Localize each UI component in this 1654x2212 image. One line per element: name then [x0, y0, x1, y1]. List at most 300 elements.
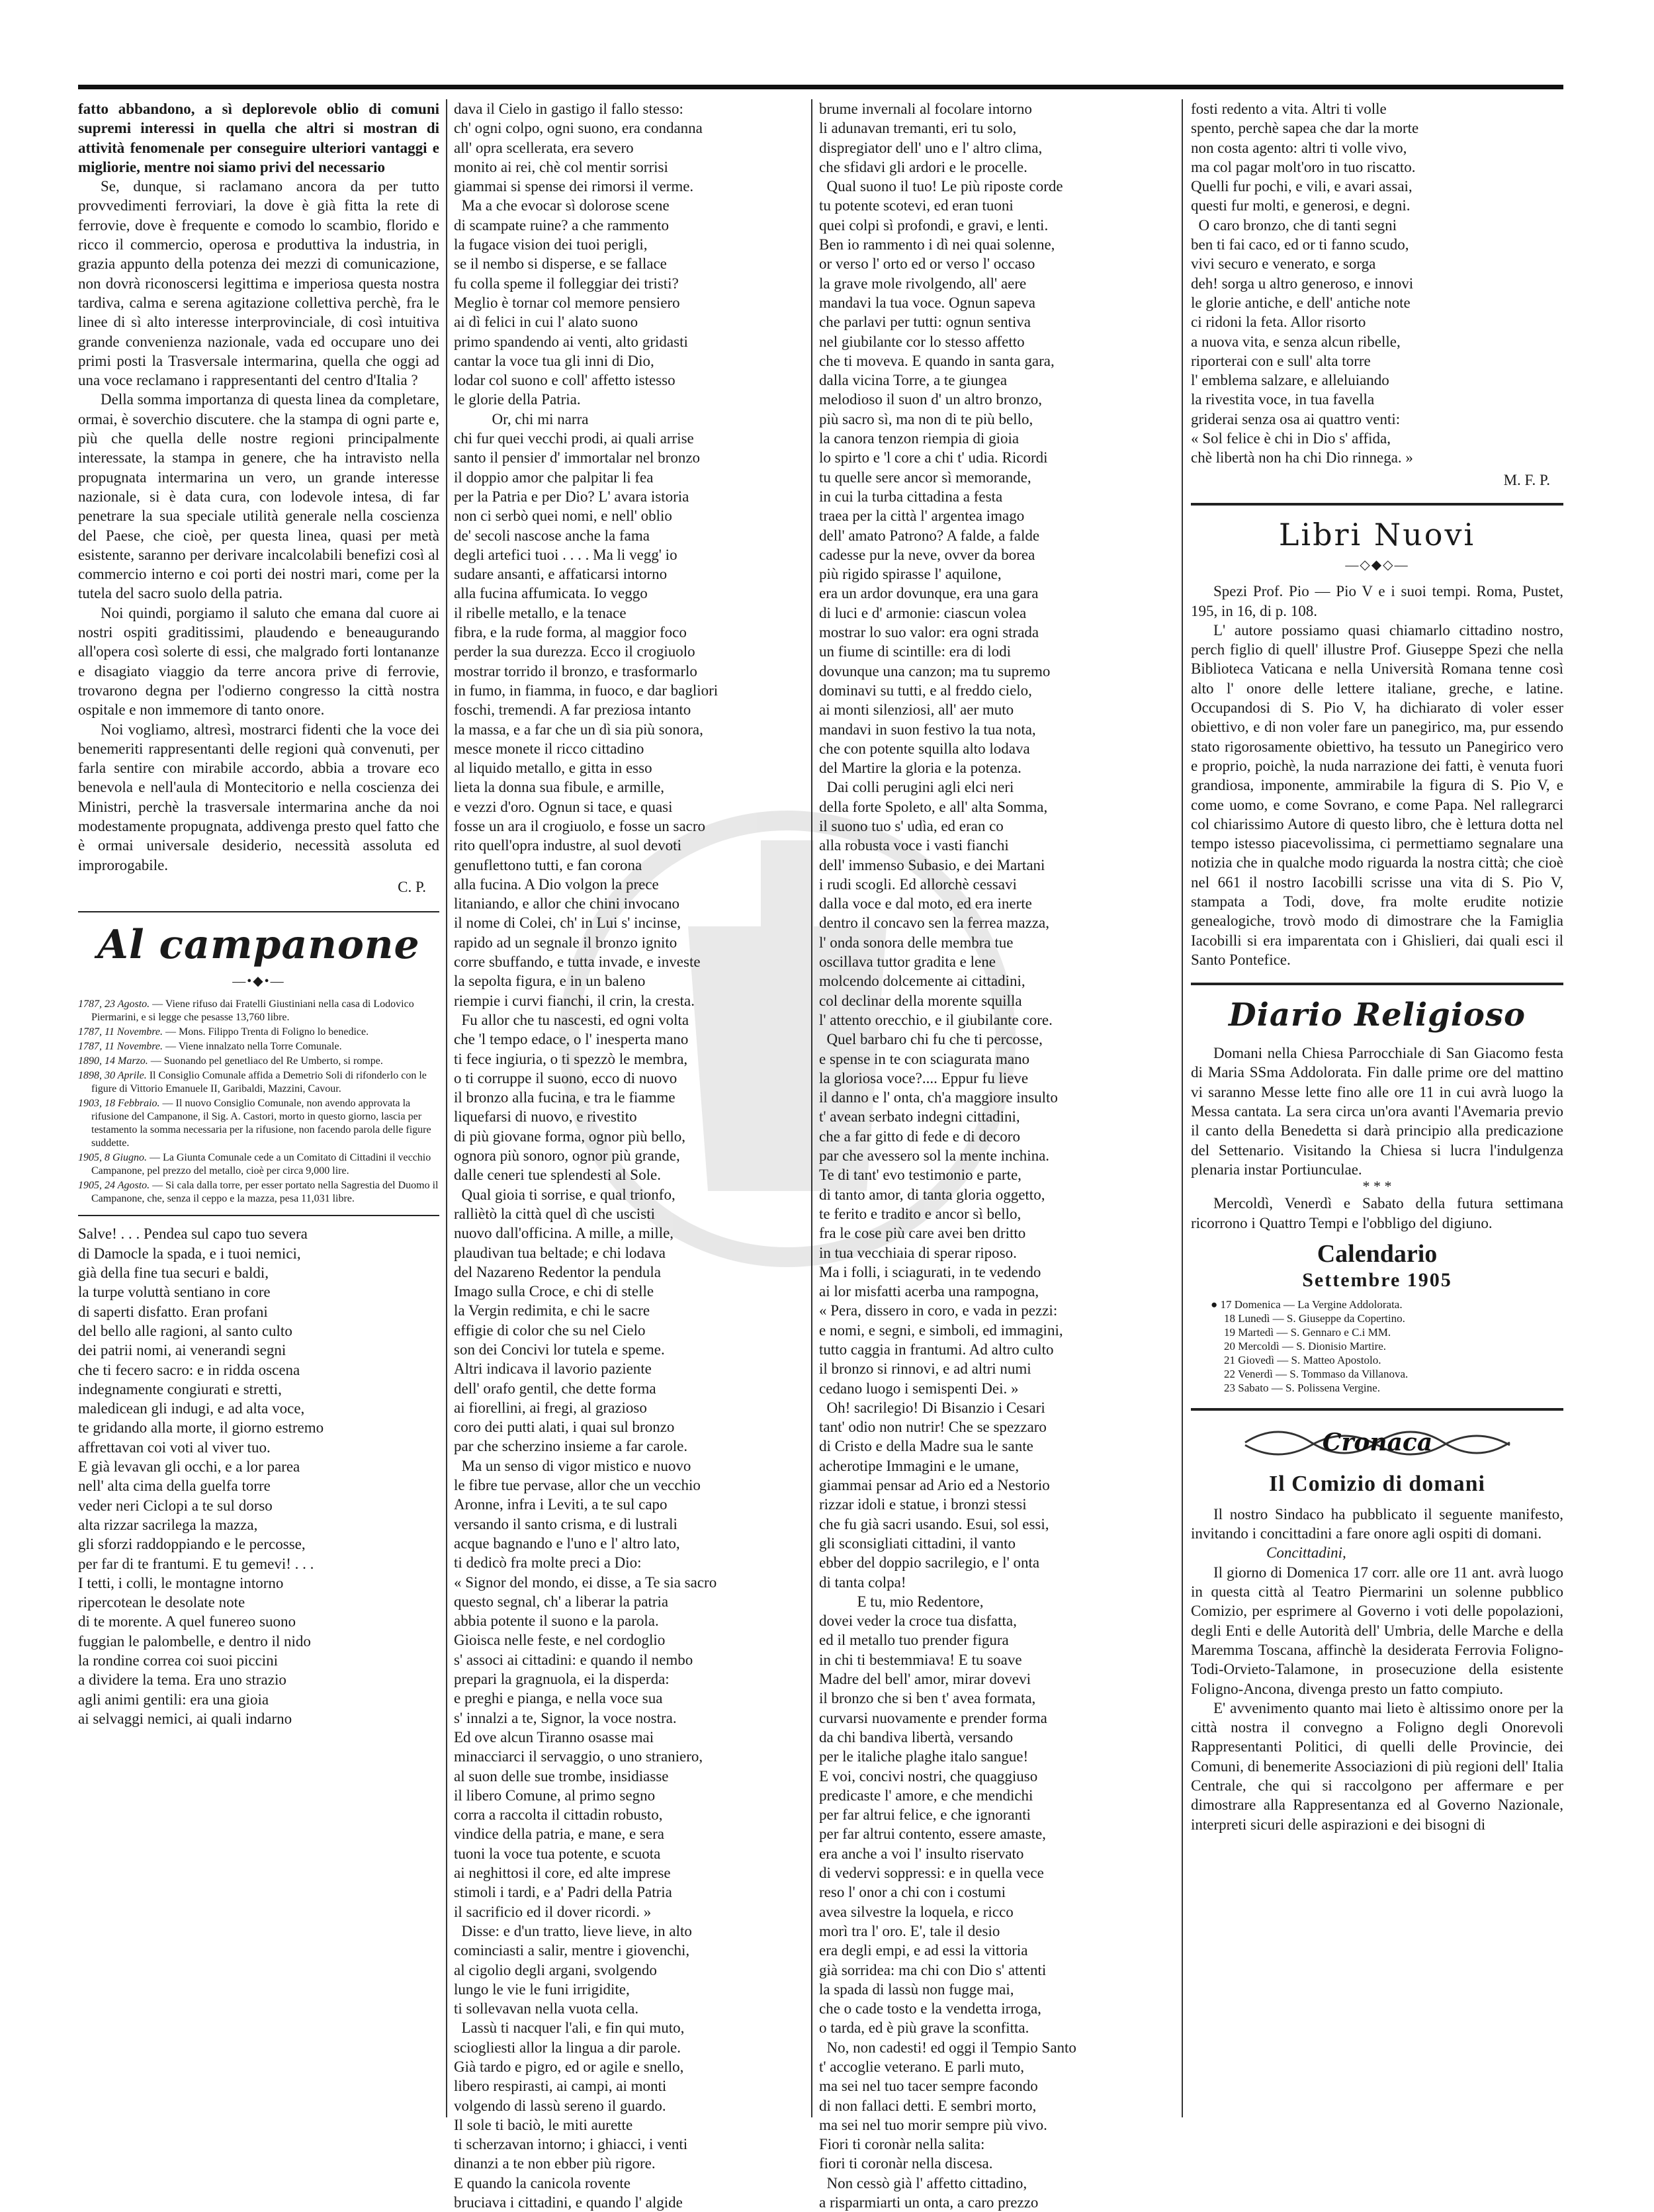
- column-4: [1191, 99, 1563, 2117]
- verse-line: degli artefici tuoi . . . . Ma li vegg' io: [454, 546, 677, 563]
- verse-line: di saperti disfatto. Eran profani: [78, 1303, 268, 1320]
- verse-line: il suono tuo s' udìa, ed eran co: [819, 817, 1004, 834]
- verse-line: gli sforzi raddoppiando e le percosse,: [78, 1536, 306, 1553]
- verse-line: stimoli i tardi, e a' Padri della Patria: [454, 1884, 672, 1901]
- chronology-text: — Il nuovo Consiglio Comunale, non avendo approvata la rifusione del Campanone, il Sig. A. Castori, morto in questo giorno, lascia per testamento la somma necessaria per la rifusione, non facendo parola delle figure suddette.: [91, 1098, 431, 1149]
- verse-line: che sfidavi gli ardori e le procelle.: [819, 158, 1027, 175]
- verse-line: in cui la turba cittadina a festa: [819, 488, 1003, 505]
- review-heading: Spezi Prof. Pio — Pio V e i suoi tempi. Roma, Pustet, 195, in 16, di p. 108.: [1191, 583, 1563, 619]
- verse-line: il bronzo che si ben t' avea formata,: [819, 1690, 1036, 1707]
- verse-line: se il nembo si disperse, e se fallace: [454, 255, 667, 273]
- verse-line: mostrar torrido il bronzo, e trasformarlo: [454, 662, 697, 680]
- verse-line: più sacro sì, ma non di te più bello,: [819, 410, 1033, 427]
- chronology-entry: [78, 1055, 439, 1068]
- verse-line: ognora più sonoro, ognor più grande,: [454, 1147, 680, 1165]
- verse-line: col declinar della morente squilla: [819, 992, 1022, 1009]
- verse-line: mostrar lo suo valor: era ogni strada: [819, 624, 1039, 641]
- verse-line: o ti corruppe il suono, ecco di nuovo: [454, 1069, 677, 1086]
- verse-line: cantar la voce tua gli inni di Dio,: [454, 352, 654, 369]
- verse-line: questi fur molti, e generosi, e degni.: [1191, 197, 1411, 214]
- review-paragraph: L' autore possiamo quasi chiamarlo cittadino nostro, perch figlio di quell' illustre Prof. Giuseppe Spezi che nella Biblioteca Vaticana e nella Università Romana tenne così alto l' onore delle lettere italiane, greche, e latine. Occupandosi di S. Pio V, ha dichiarato di voler esser obiettivo, e di non voler fare un panegirico, ma, pur essendo stato rigorosamente obiettivo, ha tessuto un Panegirico vero e proprio, poichè, la nuda narrazione dei fatti, è venuta fuori grandiosa, imponente, ammirabile la figura di S. Pio V, e come uomo, e come Sovrano, e come Papa. Nel rallegrarci col chiarissimo Autore di questo libro, che è lettura dotta nel tempo istesso piacevolissima, ci permettiamo segnalare una notizia che in qualche modo riguarda la nostra città; che cioè nel 661 il nostro Iacobilli scrisse una vita di S. Pio V, stampata a Todi, dove, fra molte erudite notizie genealogiche, trovò modo di dimostrare che la Famiglia Iacobilli si era imparentata con i Ghislieri, dai quali esci il Santo Pontefice.: [1191, 621, 1563, 968]
- verse-line: plaudivan tua beltade; e chi lodava: [454, 1244, 666, 1261]
- verse-line: ralliètò la città quel dì che uscisti: [454, 1205, 656, 1222]
- verse-line: non ci serbò quei nomi, e nell' oblio: [454, 508, 672, 525]
- chronology-entry: [78, 1026, 439, 1039]
- verse-line: che ti moveva. E quando in santa gara,: [819, 352, 1055, 369]
- verse-line: Madre del bell' amor, mirar dovevi: [819, 1671, 1031, 1688]
- verse-line: agli animi gentili: era una gioia: [78, 1691, 269, 1708]
- verse-line: traea per la città l' argentea imago: [819, 508, 1025, 525]
- verse-line: il danno e l' onta, ch'a maggiore insulto: [819, 1089, 1058, 1106]
- verse-line: te ferito e tradito e ancor sì bello,: [819, 1205, 1022, 1222]
- verse-line: lieta la donna sua fibule, e armille,: [454, 779, 665, 796]
- verse-line: mandavi in suon festivo la tua nota,: [819, 721, 1036, 738]
- verse-line: indegnamente congiurati e stretti,: [78, 1380, 282, 1397]
- calendar-row: 22 Venerdì — S. Tommaso da Villanova.: [1224, 1367, 1409, 1380]
- calendar-row: 18 Lunedì — S. Giuseppe da Copertino.: [1224, 1311, 1405, 1325]
- verse-line: di Cristo e della Madre sua le sante: [819, 1438, 1033, 1455]
- verse-line: No, non cadesti! ed oggi il Tempio Santo: [819, 2039, 1076, 2056]
- verse-line: E voi, concivi nostri, che quaggiuso: [819, 1767, 1038, 1785]
- verse-line: a nuova vita, e senza alcun ribelle,: [1191, 333, 1401, 350]
- chronology-text: — La Giunta Comunale cede a un Comitato di Cittadini il vecchio Campanone, pel prezzo del metallo, cioè per circa 9,000 lire.: [91, 1152, 431, 1177]
- cronaca-banner-ornament: [1239, 1421, 1516, 1464]
- chronology-date: 1787, 23 Agosto.: [78, 998, 150, 1010]
- diario-religioso-title: Diario Religioso: [1229, 996, 1526, 1034]
- verse-line: non costa agento: altri ti volle vivo,: [1191, 139, 1407, 156]
- verse-line: un fiume di scintille: era di lodi: [819, 643, 1011, 660]
- verse-line: lo spirto e 'l core a chi t' udia. Ricordi: [819, 449, 1048, 466]
- column-3: [819, 99, 1168, 2211]
- verse-line: bruciava i cittadini, e quando l' algide: [454, 2194, 683, 2211]
- verse-line: avea silvestre la loquela, e ricco: [819, 1903, 1014, 1920]
- verse-line: fibra, e la rude forma, al maggior foco: [454, 624, 687, 641]
- verse-line: Ma un senso di vigor mistico e nuovo: [454, 1457, 691, 1474]
- verse-line: libero respirasti, ai campi, ai monti: [454, 2078, 667, 2095]
- verse-line: tant' odio non nutrir! Che se spezzaro: [819, 1419, 1047, 1436]
- verse-line: di non fallaci detti. E sembri morto,: [819, 2097, 1037, 2114]
- verse-line: di più giovane forma, ognor più bello,: [454, 1128, 686, 1145]
- verse-line: Ben io rammento i dì nei quai solenne,: [819, 236, 1055, 253]
- chronology-text: — Viene rifuso dai Fratelli Giustiniani nella casa di Lodovico Piermarini, e si legge che pesasse 13,760 libre.: [91, 998, 414, 1024]
- verse-line: ti fece ingiuria, o ti spezzò le membra,: [454, 1050, 688, 1067]
- verse-line: melodioso il suon d' un altro bronzo,: [819, 391, 1042, 408]
- verse-line: de' secoli nascose anche la fama: [454, 527, 650, 544]
- verse-line: il bronzo si rinnovi, e ad altri numi: [819, 1360, 1031, 1378]
- verse-line: le glorie della Patria.: [454, 391, 581, 408]
- verse-line: cedano luogo i semispenti Dei. »: [819, 1380, 1019, 1397]
- verse-line: Ma i folli, i sciagurati, in te vedendo: [819, 1263, 1041, 1280]
- verse-line: la grave mole rivolgendo, all' aere: [819, 275, 1027, 292]
- top-rule: [78, 85, 1563, 89]
- verse-line: predicaste l' amore, e che mendichi: [819, 1787, 1033, 1804]
- verse-line: alla robusta voce i vasti fianchi: [819, 837, 1009, 854]
- verse-line: dovei veder la croce tua disfatta,: [819, 1613, 1017, 1630]
- verse-line: genuflettono tutti, e fan corona: [454, 856, 642, 873]
- verse-line: la sepolta figura, e in un baleno: [454, 973, 646, 990]
- verse-line: rizzar idoli e statue, i bronzi stessi: [819, 1496, 1027, 1513]
- chronology-text: Il Consiglio Comunale affida a Demetrio Soli di rifonderlo con le figure di Vittorio Emanuele II, Garibaldi, Mazzini, Cavour.: [91, 1070, 427, 1095]
- verse-line: ben ti fai caco, ed or ti fanno scudo,: [1191, 236, 1409, 253]
- chronology-entry: [78, 1040, 439, 1053]
- verse-line: ma sei nel tuo tacer sempre facondo: [819, 2078, 1038, 2095]
- verse-line: riempie i curvi fianchi, il crin, la cresta.: [454, 992, 695, 1009]
- verse-line: sudare ansanti, e affaticarsi intorno: [454, 566, 668, 583]
- column-2: [454, 99, 803, 2211]
- verse-line: li adunavan tremanti, eri tu solo,: [819, 120, 1017, 137]
- chronology-list: [78, 998, 439, 1206]
- verse-line: maledicean gli indugi, e ad alta voce,: [78, 1400, 305, 1417]
- verse-line: foschi, tremendi. A far preziosa intanto: [454, 701, 691, 719]
- verse-line: la spada di lassù non fugge mai,: [819, 1980, 1014, 1998]
- verse-line: giammai pensar ad Ario ed a Nestorio: [819, 1477, 1050, 1494]
- verse-line: monito ai rei, chè col mentir sorrisi: [454, 158, 668, 175]
- verse-line: ed il metallo tuo prender figura: [819, 1632, 1009, 1649]
- verse-line: a dividere la tema. Era uno strazio: [78, 1671, 286, 1689]
- verse-line: e vezzi d'oro. Ognun si tace, e quasi: [454, 798, 673, 815]
- verse-line: di tanta colpa!: [819, 1573, 906, 1591]
- verse-line: Salve! . . . Pendea sul capo tuo severa: [78, 1225, 308, 1243]
- verse-line: per le italiche plaghe italo sangue!: [819, 1748, 1029, 1765]
- verse-line: e nomi, e segni, e simboli, ed immagini,: [819, 1321, 1063, 1339]
- verse-line: brume invernali al focolare intorno: [819, 101, 1032, 117]
- verse-line: Qual suono il tuo! Le più riposte corde: [819, 178, 1063, 195]
- verse-line: del Martire la gloria e la potenza.: [819, 760, 1022, 777]
- verse-line: volgendo di lassù sereno il guardo.: [454, 2097, 666, 2114]
- verse-line: tuoni la voce tua potente, e scuota: [454, 1845, 661, 1862]
- verse-line: che a far gitto di fede e di decoro: [819, 1128, 1020, 1145]
- verse-line: mandavi la tua voce. Ognun sapeva: [819, 294, 1035, 311]
- verse-line: al liquido metallo, e gitta in esso: [454, 760, 652, 777]
- verse-line: tu potente scotevi, ed eran tuoni: [819, 197, 1014, 214]
- verse-line: santo il pensier d' immortalar nel bronzo: [454, 449, 701, 466]
- verse-line: corra a raccolta il cittadin robusto,: [454, 1806, 663, 1824]
- chronology-text: — Suonando pel genetliaco del Re Umberto, si rompe.: [148, 1055, 383, 1067]
- verse-line: al cigolio degli argani, svolgendo: [454, 1961, 657, 1978]
- verse-line: dinanzi a te non ebber più rigore.: [454, 2155, 656, 2172]
- verse-line: vivi securo e venerato, e sorga: [1191, 255, 1376, 273]
- article-paragraph: Noi quindi, porgiamo il saluto che emana dal cuore ai nostri ospiti graditissimi, plaudendo e beneaugurando all'opera così solerte di essi, che malgrado forti lontananze e disagiato viaggio da terre ancora prive di ferrovie, trovarono degna per l'odierno congresso la città nostra ospitale e non immemore di tanto onore.: [78, 604, 439, 719]
- verse-line: minacciarci il servaggio, o uno straniero,: [454, 1748, 703, 1765]
- verse-line: Fiori ti coronàr nella salita:: [819, 2136, 985, 2153]
- verse-line: e spense in te con sciagurata mano: [819, 1050, 1030, 1067]
- chronology-entry: [78, 1179, 439, 1206]
- verse-line: la Vergin redimita, e chi le sacre: [454, 1302, 650, 1319]
- chronology-text: — Si cala dalla torre, per esser portato nella Sagrestia del Duomo il Campanone, che, senza il ceppo e la mazza, pesa 11,031 libre.: [91, 1180, 439, 1205]
- calendar-row: 19 Martedì — S. Gennaro e C.i MM.: [1224, 1325, 1391, 1339]
- section-divider: [1191, 1408, 1563, 1411]
- verse-line: l' emblema salzare, e alleluiando: [1191, 372, 1389, 389]
- verse-line: il bronzo alla fucina, e tra le fiamme: [454, 1089, 675, 1106]
- verse-line: E quando la canicola rovente: [454, 2174, 631, 2191]
- verse-line: Ed ove alcun Tiranno osasse mai: [454, 1728, 654, 1746]
- verse-line: dalla voce e dal moto, ed era inerte: [819, 895, 1032, 912]
- verse-line: era degli empi, e ad essi la vittoria: [819, 1942, 1028, 1959]
- verse-line: per la Patria e per Dio? L' avara istoria: [454, 488, 689, 505]
- verse-line: fuggian le palombelle, e dentro il nido: [78, 1632, 311, 1650]
- chronology-date: 1890, 14 Marzo.: [78, 1055, 148, 1067]
- comizio-paragraph: Il giorno di Domenica 17 corr. alle ore 11 ant. avrà luogo in questa città al Teatro Piermarini un solenne pubblico Comizio, per esprimere al Governo i voti delle popolazioni, degli Enti e delle Autorità dell' Umbria, delle Marche e della Maremma Toscana, affinchè la desiderata Ferrovia Foligno-Todi-Orvieto-Talamone, in prosecuzione della esistente Foligno-Ancona, divenga presto un fatto compiuto.: [1191, 1564, 1563, 1697]
- verse-line: di tanto amor, di tanta gloria oggetto,: [819, 1186, 1045, 1203]
- verse-line: chi fur quei vecchi prodi, ai quali arrise: [454, 430, 694, 447]
- verse-line: chè libertà non ha chi Dio rinnega. »: [1191, 449, 1413, 466]
- chronology-date: 1787, 11 Novembre.: [78, 1026, 163, 1038]
- verse-line: Già tardo e pigro, ed or agile e snello,: [454, 2058, 684, 2075]
- libri-nuovi-title: Libri Nuovi: [1278, 516, 1476, 553]
- verse-line: in chi ti bestemmiava! E tu soave: [819, 1651, 1022, 1668]
- verse-line: « Pera, dissero in coro, e vada in pezzi:: [819, 1302, 1058, 1319]
- verse-line: sciogliesti allor la lingua a dir parole.: [454, 2039, 681, 2056]
- verse-line: Quel barbaro chi fu che ti percosse,: [819, 1031, 1043, 1048]
- article-signature: C. P.: [398, 878, 426, 895]
- verse-line: ripercotean le desolate note: [78, 1594, 245, 1611]
- verse-line: Meglio è tornar col memore pensiero: [454, 294, 680, 311]
- column-separator: [811, 99, 812, 2117]
- verse-line: vindice della patria, e mane, e sera: [454, 1826, 665, 1843]
- verse-line: dovunque una canzon; ma tu supremo: [819, 662, 1051, 680]
- verse-line: par che scherzino insieme a far carole.: [454, 1438, 688, 1455]
- poem-verses: [819, 99, 1168, 2212]
- verse-line: fra le cose più care avei ben dritto: [819, 1225, 1026, 1242]
- verse-line: il libero Comune, al primo segno: [454, 1787, 656, 1804]
- verse-line: Gioisca nelle feste, e nel cordoglio: [454, 1632, 666, 1649]
- verse-line: era un ardor dovunque, era una gara: [819, 585, 1039, 602]
- verse-line: riporterai con e sull' alta torre: [1191, 352, 1371, 369]
- verse-line: spento, perchè sapea che dar la morte: [1191, 120, 1419, 137]
- verse-line: la gloriosa voce?.... Eppur fu lieve: [819, 1069, 1029, 1086]
- verse-line: la massa, e a far che un dì sia più sonora,: [454, 721, 703, 738]
- verse-line: « Sol felice è chi in Dio s' affida,: [1191, 430, 1391, 447]
- verse-line: or verso l' orto ed or verso l' occaso: [819, 255, 1035, 273]
- chronology-text: — Mons. Filippo Trenta di Foligno lo benedice.: [162, 1026, 369, 1038]
- verse-line: Non cessò già l' affetto cittadino,: [819, 2174, 1027, 2191]
- verse-line: la rondine correa coi suoi piccini: [78, 1652, 279, 1669]
- verse-line: della forte Spoleto, e all' alta Somma,: [819, 798, 1048, 815]
- comizio-paragraph: E' avvenimento quanto mai lieto è altissimo onore per la città nostra il convegno a Foligno degli Onorevoli Rappresentanti Politici, di quelli delle Provincie, dei Comuni, di benemerite Associazioni di più regioni dell' Italia Centrale, che qui si raccolgono per affermare e per dimostrare alla Rappresentanza ed al Governo Nazionale, interpreti sicuri delle aspirazioni e dei bisogni di: [1191, 1699, 1563, 1833]
- article-paragraph: Della somma importanza di questa linea da completare, ormai, è soverchio discutere. che la stampa di ogni parte e, più che quella delle nostre regioni principalmente interessate, la stampa in genere, che ha intravisto nella propugnata intermarina un vero, un grande interesse nazionale, si è data cura, con lodevole intesa, di far penetrare la sua speciale utilità generale nella coscienza del Paese, che cioè, per questa linea, quasi per metà esistente, saranno per derivare incalcolabili benefizi così al commercio interno e coi porti dei nostri mari, come per la tutela del sacro suolo della patria.: [78, 391, 439, 602]
- verse-line: era anche a voi l' insulto riservato: [819, 1845, 1024, 1862]
- verse-line: ti scherzavan intorno; i ghiacci, i venti: [454, 2136, 688, 2153]
- verse-line: che o cade tosto e la vendetta irroga,: [819, 2000, 1041, 2017]
- verse-line: Lassù ti nacquer l'ali, e fin qui muto,: [454, 2019, 685, 2037]
- verse-line: lungo le vie le funi irrigidite,: [454, 1980, 630, 1998]
- verse-line: abbia potente il suono e la parola.: [454, 1613, 659, 1630]
- poem-verses: [1191, 99, 1563, 468]
- verse-line: dalla vicina Torre, a te giungea: [819, 372, 1008, 389]
- calendar-month: Settembre 1905: [1302, 1268, 1452, 1291]
- verse-line: ai lor misfatti acerba una rampogna,: [819, 1283, 1039, 1300]
- verse-line: del bello alle ragioni, al santo culto: [78, 1322, 292, 1339]
- verse-line: che con potente squilla alto lodava: [819, 740, 1030, 757]
- verse-line: giammai si spense dei rimorsi il verme.: [454, 178, 694, 195]
- verse-line: le glorie antiche, e dell' antiche note: [1191, 294, 1411, 311]
- verse-line: Imago sulla Croce, e chi di stelle: [454, 1283, 654, 1300]
- verse-line: ai selvaggi nemici, ai quali indarno: [78, 1710, 292, 1727]
- verse-line: il doppio amor che palpitar li fea: [454, 468, 654, 486]
- verse-line: che parlavi per tutti: ognun sentiva: [819, 314, 1031, 331]
- verse-line: alla fucina affumicata. Io veggo: [454, 585, 648, 602]
- verse-line: O caro bronzo, che di tanti segni: [1191, 216, 1397, 234]
- stars-separator: * * *: [1362, 1178, 1392, 1195]
- verse-line: litaniando, e allor che chini invocano: [454, 895, 680, 912]
- verse-line: la fugace vision dei tuoi perigli,: [454, 236, 648, 253]
- verse-line: già della fine tua securi e baldi,: [78, 1264, 269, 1282]
- verse-line: effigie di color che su nel Cielo: [454, 1321, 646, 1339]
- diario-paragraph: Domani nella Chiesa Parrocchiale di San Giacomo festa di Maria SSma Addolorata. Fin dalle prime ore del mattino vi saranno Messe lette fino alle ore 11 in cui avrà luogo la Messa cantata. La sera circa un'ora avanti l'Avemaria previo il canto della Benedetta si darà principio alla predicazione del Settenario. Visitando la Chiesa si lucra l'indulgenza plenaria instar Portiunculae.: [1191, 1045, 1563, 1178]
- verse-line: tutto caggia in frantumi. Ad altro culto: [819, 1341, 1054, 1358]
- verse-line: dominavi su tutti, e al freddo cielo,: [819, 682, 1032, 699]
- verse-line: dentro il concavo sen la ferrea mazza,: [819, 914, 1049, 932]
- verse-line: il sacrificio ed il dover ricordi. »: [454, 1903, 652, 1920]
- chronology-entry: [78, 1097, 439, 1150]
- verse-line: che 'l tempo edace, o l' inesperta mano: [454, 1031, 689, 1048]
- verse-line: che ti fecero sacro: e in ridda oscena: [78, 1361, 300, 1378]
- verse-line: E già levavan gli occhi, e a lor parea: [78, 1458, 300, 1476]
- verse-line: primo spandendo ai venti, alto gridasti: [454, 333, 688, 350]
- verse-line: curvarsi nuovamente e prender forma: [819, 1709, 1047, 1726]
- chronology-date: 1903, 18 Febbraio.: [78, 1098, 160, 1110]
- verse-line: al suon delle sue trombe, insidiasse: [454, 1767, 669, 1785]
- poem-verses: [454, 99, 803, 2212]
- verse-line: rito quell'opra industre, al suol devoti: [454, 837, 681, 854]
- verse-line: s' associ ai cittadini: e quando il nembo: [454, 1651, 693, 1668]
- verse-line: o tarda, ed è più grave la sconfitta.: [819, 2019, 1029, 2037]
- verse-line: dalle ceneri tue splendesti al Sole.: [454, 1167, 661, 1184]
- verse-line: par che avessero sol la mente inchina.: [819, 1147, 1050, 1165]
- verse-line: s' innalzi a te, Signor, la voce nostra.: [454, 1709, 677, 1726]
- column-separator: [1182, 99, 1183, 2117]
- verse-line: t' accoglie veterano. E parli muto,: [819, 2058, 1025, 2075]
- poem-signature: M. F. P.: [1503, 471, 1550, 488]
- verse-line: I tetti, i colli, le montagne intorno: [78, 1574, 284, 1591]
- verse-line: l' attento orecchio, e il giubilante core.: [819, 1011, 1053, 1028]
- article-paragraph: fatto abbandono, a sì deplorevole oblio di comuni supremi interessi in quella che altri si mostran di attività fenomenale per conseguire ulteriori vantaggi e migliorie, mentre noi siamo privi del necessario: [78, 101, 439, 175]
- verse-line: di scampate ruine? a che rammento: [454, 216, 670, 234]
- verse-line: ti dedicò fra molte preci a Dio:: [454, 1554, 642, 1571]
- verse-line: ai monti silenziosi, all' aer muto: [819, 701, 1014, 719]
- verse-line: morì tra l' oro. E', tale il desio: [819, 1922, 1000, 1939]
- chronology-date: 1905, 24 Agosto.: [78, 1180, 150, 1192]
- verse-line: t' avean serbato indegni cittadini,: [819, 1108, 1020, 1126]
- verse-line: Il sole ti baciò, le miti aurette: [454, 2116, 633, 2133]
- calendar-row: ● 17 Domenica — La Vergine Addolorata.: [1211, 1298, 1403, 1311]
- verse-line: lodar col suono e coll' affetto istesso: [454, 372, 675, 389]
- verse-line: per far altrui felice, e che ignoranti: [819, 1806, 1031, 1824]
- verse-line: affrettavan coi voti al viver tuo.: [78, 1438, 271, 1456]
- verse-line: nell' alta cima della guelfa torre: [78, 1478, 271, 1495]
- verse-line: ma sei nel tuo morir sempre più vivo.: [819, 2116, 1047, 2133]
- verse-line: molcendo dolcemente ai cittadini,: [819, 973, 1025, 990]
- chronology-date: 1905, 8 Giugno.: [78, 1152, 147, 1164]
- comizio-salutation: Concittadini,: [1266, 1544, 1346, 1562]
- verse-line: di luci e d' armonie: ciascun volea: [819, 604, 1027, 621]
- calendar-row: 23 Sabato — S. Polissena Vergine.: [1224, 1381, 1380, 1394]
- article-paragraph: Se, dunque, si raclamano ancora da per tutto provvedimenti ferroviari, la dove è già fitta la rete di ferrovie, dove è frequente e comodo lo scambio, florido e ricco il commercio, operosa e produttiva la industria, in grazia appunto della potenza dei mezzi di comunicazione, non dovrà riconoscersi legittima e imperiosa questa nostra tardiva, calma e serena agitazione collettiva perchè, fra le linee di sì alto interesse interprovinciale, di così intuitiva grande convenienza nazionale, vada ed occupare uno dei primi posti la Trasversale intermarina, quella che oggi ad una voce reclamano i rappresentanti del centro d'Italia ?: [78, 178, 439, 389]
- verse-line: liquefarsi di nuovo, e rivestito: [454, 1108, 637, 1126]
- verse-line: i rudi scogli. Ed allorchè cessavi: [819, 875, 1017, 893]
- verse-line: cadesse pur la neve, ovver da borea: [819, 546, 1035, 563]
- verse-line: mesce monete il ricco cittadino: [454, 740, 644, 757]
- verse-line: la canora tenzon riempia di gioia: [819, 430, 1020, 447]
- verse-line: ma col pagar molt'oro in tuo riscatto.: [1191, 158, 1416, 175]
- calendar-list: [1191, 1298, 1563, 1395]
- verse-line: il nome di Colei, ch' in Lui s' incinse,: [454, 914, 681, 932]
- verse-line: cominciasti a salir, mentre i giovenchi,: [454, 1942, 690, 1959]
- verse-line: te gridando alla morte, il giorno estremo: [78, 1419, 324, 1437]
- calendar-row: 21 Giovedì — S. Matteo Apostolo.: [1224, 1353, 1381, 1366]
- campanone-title: Al campanone: [97, 922, 420, 969]
- verse-line: Aronne, infra i Leviti, a te sul capo: [454, 1496, 668, 1513]
- verse-line: deh! sorga u altro generoso, e innovi: [1191, 275, 1414, 292]
- verse-line: ebber del doppio sacrilegio, e l' onta: [819, 1554, 1040, 1571]
- verse-line: all' opra scellerata, era severo: [454, 139, 634, 156]
- verse-line: dispregiator dell' uno e l' altro clima,: [819, 139, 1043, 156]
- verse-line: e preghi e pianga, e nella voce sua: [454, 1690, 663, 1707]
- verse-line: più rigido spirasse l' aquilone,: [819, 566, 1002, 583]
- verse-line: la rivestita voce, in tua favella: [1191, 391, 1375, 408]
- verse-line: la turpe voluttà sentiano in core: [78, 1284, 271, 1301]
- chronology-entry: [78, 998, 439, 1024]
- verse-line: di Damocle la spada, e i tuoi nemici,: [78, 1245, 301, 1262]
- verse-line: prepari la gragnuola, ei la disperda:: [454, 1671, 670, 1688]
- column-1: [78, 99, 439, 2117]
- verse-line: Disse: e d'un tratto, lieve lieve, in alto: [454, 1922, 692, 1939]
- verse-line: veder neri Ciclopi a te sul dorso: [78, 1497, 273, 1514]
- verse-line: del Nazareno Redentor la pendula: [454, 1263, 661, 1280]
- article-paragraph: Noi vogliamo, altresì, mostrarci fidenti che la voce dei benemeriti rappresentanti delle regioni quà convenuti, per farla sentire con mirabile accordo, abbia a trovare eco benevola e nell'aula di Montecitorio e nella coscienza dei Ministri, perchè la trasversale intermarina anche da noi modestamente propugnata, addivenga presto quel fatto che è ormai universale desiderio, necessità assoluta ed improrogabile.: [78, 721, 439, 873]
- chronology-date: 1898, 30 Aprile.: [78, 1070, 147, 1082]
- verse-line: questo segnal, ch' a liberar la patria: [454, 1593, 669, 1610]
- verse-line: dell' immenso Subasio, e dei Martani: [819, 856, 1045, 873]
- comizio-title: Il Comizio di domani: [1269, 1471, 1485, 1496]
- cronaca-banner-text: Cronaca: [1322, 1428, 1432, 1456]
- chronology-text: — Viene innalzato nella Torre Comunale.: [162, 1041, 342, 1053]
- diario-paragraph: Mercoldì, Venerdì e Sabato della futura settimana ricorrono i Quattro Tempi e l'obbligo del digiuno.: [1191, 1195, 1563, 1231]
- calendar-title: Calendario: [1317, 1239, 1438, 1268]
- verse-line: per far altrui contento, essere amaste,: [819, 1826, 1046, 1843]
- verse-line: l' onda sonora delle membra tue: [819, 934, 1014, 951]
- verse-line: dava il Cielo in gastigo il fallo stesso:: [454, 101, 683, 117]
- verse-line: Qual gioia ti sorrise, e qual trionfo,: [454, 1186, 675, 1203]
- verse-line: nuovo dall'officina. A mille, a mille,: [454, 1225, 674, 1242]
- verse-line: Dai colli perugini agli elci neri: [819, 779, 1014, 796]
- verse-line: Altri indicava il lavorio paziente: [454, 1360, 652, 1378]
- chronology-entry: [78, 1069, 439, 1096]
- verse-line: Fu allor che tu nascesti, ed ogni volta: [454, 1011, 689, 1028]
- cronaca-banner: [1239, 1421, 1516, 1464]
- calendar-row: 20 Mercoldì — S. Dionisio Martire.: [1224, 1339, 1387, 1352]
- verse-line: quei colpi sì profondi, e gravi, e lenti.: [819, 216, 1049, 234]
- verse-line: dell' amato Patrono? A falde, a falde: [819, 527, 1040, 544]
- column-separator: [446, 99, 447, 2117]
- verse-line: griderai senza osa ai quattro venti:: [1191, 410, 1401, 427]
- section-divider: [1191, 503, 1563, 506]
- verse-line: da chi bandiva libertà, versando: [819, 1728, 1014, 1746]
- poem-verses: [78, 1224, 439, 1728]
- verse-line: coro dei putti alati, i quai sul bronzo: [454, 1419, 675, 1436]
- verse-line: son dei Concivi lor tutela e speme.: [454, 1341, 665, 1358]
- verse-line: in fumo, in fiamma, in fuoco, e dar bagliori: [454, 682, 718, 699]
- verse-line: che fu già sacri usando. Esui, sol essi,: [819, 1515, 1049, 1532]
- verse-line: a risparmiarti un onta, a caro prezzo: [819, 2194, 1039, 2211]
- verse-line: Or, chi mi narra: [454, 410, 589, 427]
- chronology-entry: [78, 1151, 439, 1178]
- verse-line: fiori ti coronàr nella discesa.: [819, 2155, 993, 2172]
- verse-line: fu colla speme il folleggiar dei tristi?: [454, 275, 679, 292]
- verse-line: ch' ogni colpo, ogni suono, era condanna: [454, 120, 703, 137]
- verse-line: già sorridea: ma chi con Dio s' attenti: [819, 1961, 1047, 1978]
- verse-line: ai dì felici in cui l' alato suono: [454, 314, 638, 331]
